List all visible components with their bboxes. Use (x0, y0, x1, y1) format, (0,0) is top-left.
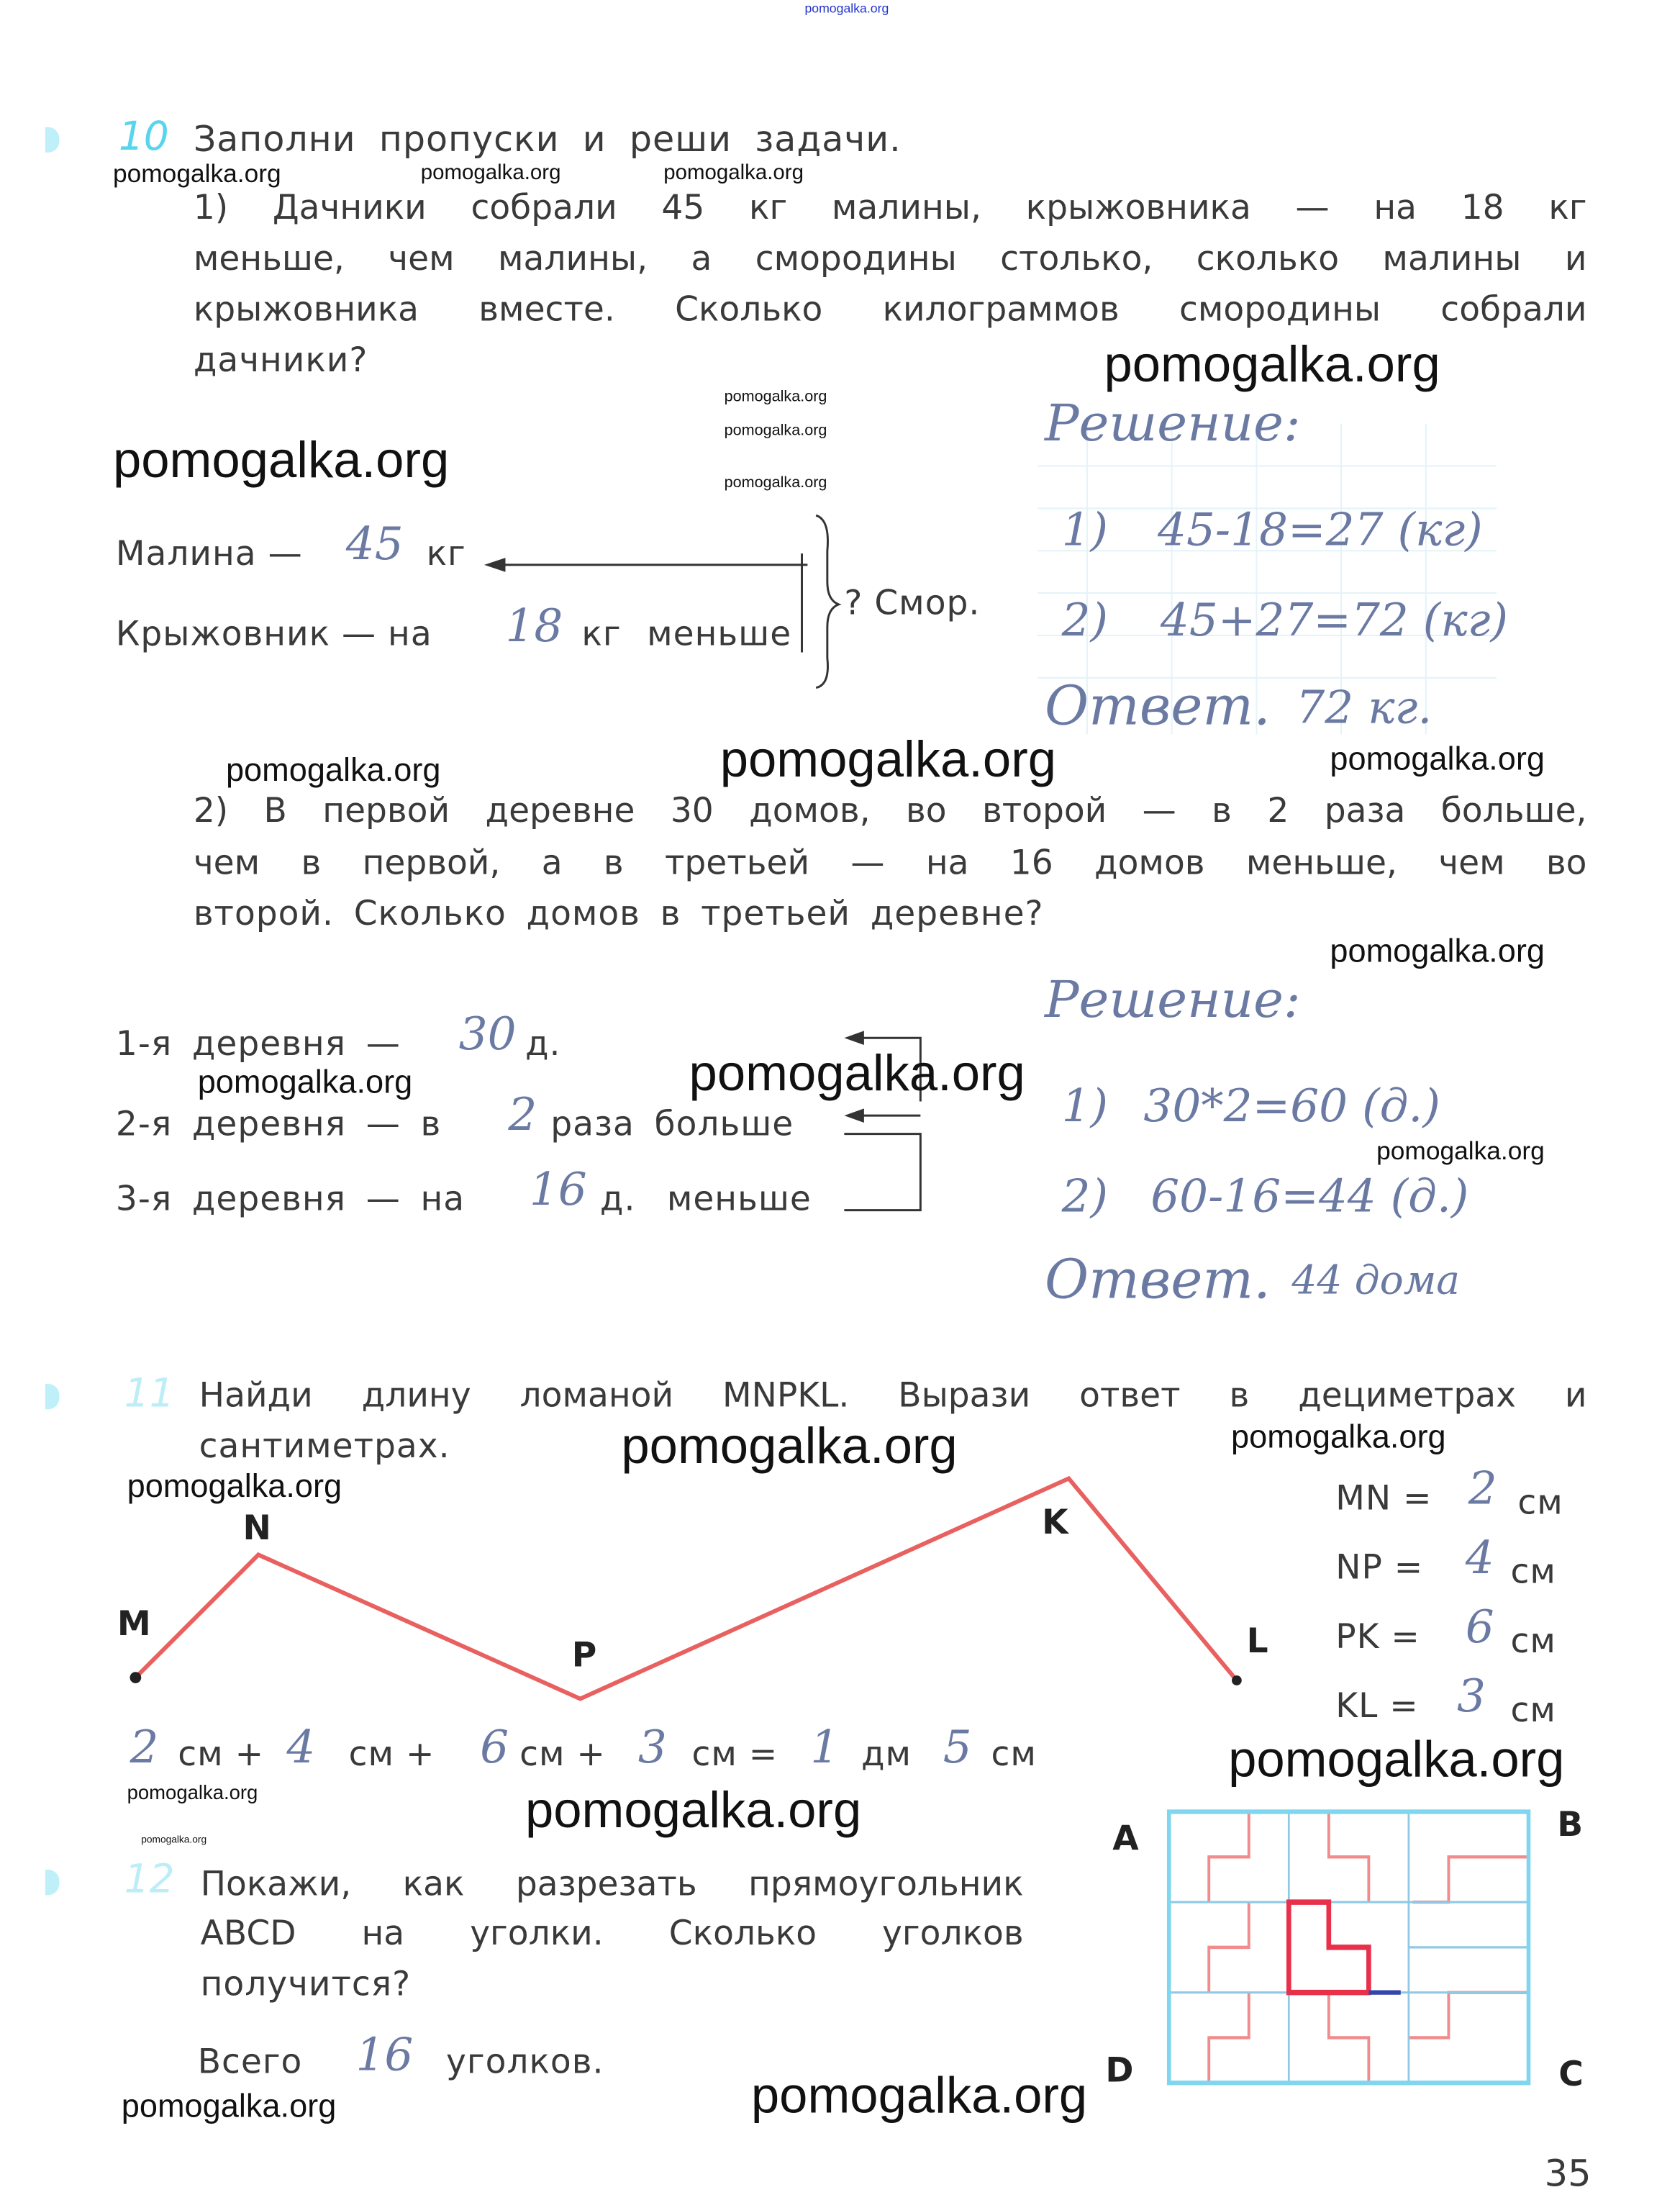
watermark: pomogalka.org (750, 2065, 1088, 2124)
answer-label: Ответ. (1045, 1248, 1271, 1311)
diagram-label: кг меньше (581, 614, 792, 654)
filled-value: 18 (505, 598, 563, 653)
answer-value: 44 дома (1291, 1257, 1461, 1304)
watermark: pomogalka.org (724, 422, 827, 440)
task-title: Заполни пропуски и реши задачи. (193, 118, 902, 160)
problem-text-line: крыжовника вместе. Сколько килограммов смородины собрали (193, 289, 1587, 330)
problem-text-line: второй. Сколько домов в третьей деревне? (193, 894, 1044, 934)
problem-text-line: дачники? (193, 340, 368, 380)
step-expression: 60-16=44 (д.) (1150, 1169, 1469, 1223)
corner-label-a: A (1112, 1819, 1139, 1859)
filled-value: 3 (637, 1719, 667, 1774)
answer-suffix: уголков. (446, 2042, 604, 2082)
diagram-label: 2-я деревня — в (115, 1104, 442, 1144)
watermark: pomogalka.org (1104, 335, 1440, 393)
watermark: pomogalka.org (689, 1044, 1025, 1102)
brace-icon (816, 515, 838, 687)
point-label-p: P (571, 1635, 597, 1675)
corner-label-c: C (1558, 2055, 1584, 2094)
segment-value: 6 (1465, 1600, 1494, 1654)
task-number: 11 (124, 1370, 175, 1417)
watermark: pomogalka.org (1330, 932, 1545, 969)
point-label-n: N (242, 1508, 271, 1548)
task-number: 12 (124, 1855, 175, 1903)
diagram-label: раза больше (550, 1104, 794, 1144)
watermark: pomogalka.org (141, 1835, 207, 1846)
watermark: pomogalka.org (127, 1780, 258, 1803)
watermark: pomogalka.org (804, 1, 889, 16)
point-l (1232, 1675, 1242, 1685)
answer-label: Ответ. (1045, 674, 1271, 738)
equation-text: см + (348, 1734, 435, 1774)
problem-text-line: меньше, чем малины, а смородины столько, сколько малины и (193, 238, 1587, 279)
step-expression: 45-18=27 (кг) (1158, 502, 1483, 557)
watermark: pomogalka.org (225, 751, 441, 788)
step-expression: 30*2=60 (д.) (1143, 1079, 1440, 1133)
segment-unit: см (1510, 1621, 1556, 1661)
segment-value: 4 (1465, 1531, 1494, 1585)
watermark: pomogalka.org (127, 1467, 342, 1504)
point-m (130, 1672, 142, 1683)
diagram-label: кг (426, 533, 466, 574)
problem-text-line: Найди длину ломаной MNPKL. Вырази ответ в дециметрах и (199, 1375, 1587, 1416)
step-number: 2) (1061, 1169, 1109, 1223)
filled-value: 2 (130, 1719, 159, 1774)
filled-value: 30 (458, 1007, 517, 1061)
step-number: 1) (1061, 1079, 1109, 1133)
point-label-m: M (117, 1604, 151, 1644)
step-number: 1) (1061, 502, 1109, 557)
equation-text: см + (178, 1734, 265, 1774)
answer-prefix: Всего (197, 2042, 303, 2082)
filled-value: 6 (480, 1719, 509, 1774)
filled-value: 16 (529, 1162, 587, 1216)
watermark: pomogalka.org (719, 730, 1057, 788)
diagram-label: 3-я деревня — на (115, 1179, 466, 1219)
segment-name: MN = (1335, 1478, 1432, 1518)
watermark: pomogalka.org (197, 1063, 413, 1100)
watermark: pomogalka.org (724, 388, 827, 406)
segment-name: KL = (1335, 1685, 1419, 1726)
solution-heading: Решение: (1045, 395, 1301, 453)
segment-value: 3 (1456, 1669, 1486, 1723)
watermark: pomogalka.org (420, 160, 561, 186)
problem-text-line: 1) Дачники собрали 45 кг малины, крыжовника — на 18 кг (193, 187, 1587, 227)
watermark: pomogalka.org (1228, 1729, 1565, 1788)
filled-value: 45 (345, 517, 404, 571)
diagram-label: д. (525, 1023, 561, 1064)
filled-value: 16 (355, 2027, 414, 2082)
problem-text-line: сантиметрах. (199, 1426, 450, 1466)
problem-text-line: ABCD на уголки. Сколько уголков (200, 1913, 1024, 1953)
corner-label-b: B (1557, 1804, 1584, 1844)
problem-text-line: чем в первой, а в третьей — на 16 домов меньше, чем во (193, 843, 1587, 883)
watermark: pomogalka.org (621, 1416, 958, 1475)
segment-unit: см (1510, 1690, 1556, 1730)
equation-text: см (991, 1734, 1037, 1774)
diagram-label: Малина — (115, 533, 303, 574)
equation-text: см = (691, 1734, 778, 1774)
diagram-label: Крыжовник — на (115, 614, 432, 654)
corner-label-d: D (1105, 2050, 1134, 2091)
equation-text: дм (861, 1734, 912, 1774)
filled-value: 1 (810, 1719, 840, 1774)
watermark: pomogalka.org (112, 430, 450, 489)
segment-name: PK = (1335, 1616, 1420, 1657)
segment-unit: см (1517, 1482, 1563, 1523)
watermark: pomogalka.org (724, 474, 827, 492)
watermark: pomogalka.org (525, 1780, 862, 1839)
question-label: ? Смор. (844, 583, 981, 623)
segment-name: NP = (1335, 1547, 1424, 1588)
segment-value: 2 (1468, 1461, 1497, 1516)
task-number: 10 (118, 112, 169, 160)
answer-value: 72 кг. (1296, 680, 1432, 735)
solution-heading: Решение: (1045, 971, 1301, 1030)
polyline-mnpkl (135, 1478, 1237, 1698)
problem-text-line: 2) В первой деревне 30 домов, во второй — в 2 раза больше, (193, 790, 1587, 830)
problem-text-line: Покажи, как разрезать прямоугольник (200, 1864, 1024, 1904)
segment-unit: см (1510, 1552, 1556, 1592)
watermark: pomogalka.org (1376, 1136, 1545, 1165)
equation-text: см + (519, 1734, 606, 1774)
filled-value: 2 (508, 1087, 537, 1141)
filled-value: 5 (943, 1719, 972, 1774)
diagram-label: д. меньше (599, 1179, 812, 1219)
watermark: pomogalka.org (1330, 740, 1545, 777)
step-number: 2) (1061, 593, 1109, 647)
watermark: pomogalka.org (121, 2087, 337, 2124)
point-label-l: L (1246, 1621, 1268, 1661)
arrow-head-icon (844, 1108, 863, 1123)
bracket-v3 (844, 1134, 920, 1210)
watermark: pomogalka.org (112, 159, 281, 188)
filled-value: 4 (286, 1719, 316, 1774)
diagram-label: 1-я деревня — (115, 1023, 401, 1064)
point-label-k: K (1042, 1502, 1068, 1542)
watermark: pomogalka.org (1231, 1418, 1446, 1455)
step-expression: 45+27=72 (кг) (1160, 593, 1509, 647)
watermark: pomogalka.org (663, 160, 804, 186)
arrow-head-icon (484, 558, 505, 572)
problem-text-line: получится? (200, 1964, 412, 2004)
page-number: 35 (1544, 2153, 1592, 2196)
rectangle-abcd (1169, 1812, 1529, 2083)
